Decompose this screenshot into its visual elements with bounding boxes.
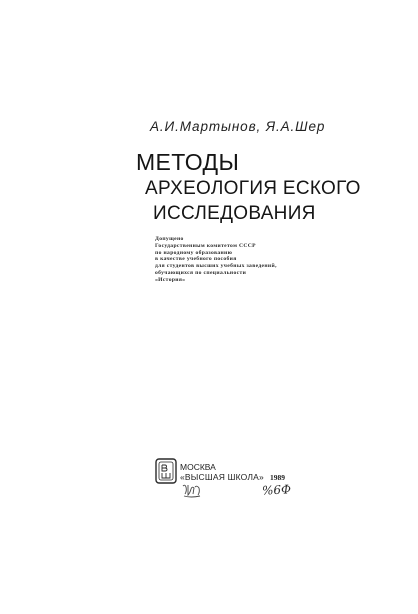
approval-line: обучающихся по специальности: [155, 269, 247, 276]
library-stamp-icon: [181, 483, 203, 499]
publisher-block: [180, 462, 285, 483]
approval-line: в качестве учебного пособия: [155, 256, 237, 263]
approval-line: «История»: [155, 276, 186, 283]
approval-line: Государственным комитетом СССР: [155, 242, 256, 249]
handwritten-note: %6Ф: [261, 482, 292, 498]
approval-notice: [155, 236, 305, 284]
approval-line: для студентов высших учебных заведений,: [155, 263, 277, 270]
publication-year: 1989: [269, 473, 285, 482]
book-title-line-3: ИССЛЕДОВАНИЯ: [153, 203, 316, 224]
publisher-logo-icon: [155, 458, 177, 484]
book-title-line-1: МЕТОДЫ: [136, 149, 240, 175]
publisher-name: «ВЫСШАЯ ШКОЛА»: [180, 472, 264, 482]
book-title-line-2: АРХЕОЛОГИЯ ЕСКОГО: [145, 178, 361, 199]
approval-line: Допущено: [155, 236, 184, 242]
approval-line: по народному образованию: [155, 249, 233, 256]
publisher-city: МОСКВА: [180, 462, 216, 472]
book-authors: А.И.Мартынов, Я.А.Шер: [150, 119, 326, 134]
